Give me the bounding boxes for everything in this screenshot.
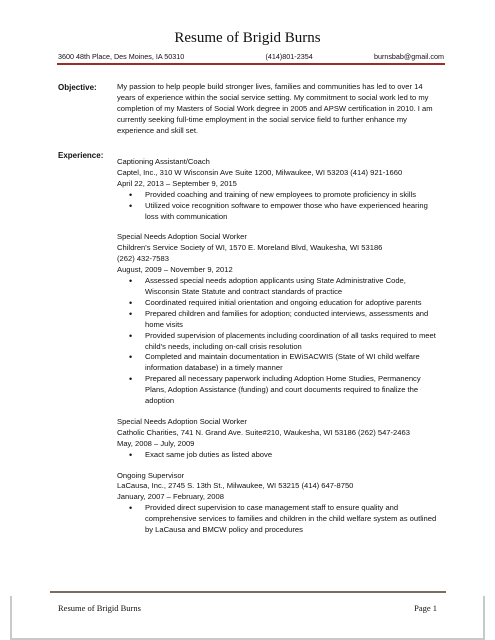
job-title: Special Needs Adoption Social Worker [117,416,247,426]
duty-item: • Prepared children and families for adoption; conducted interviews, assessments and home visits [117,309,442,331]
job-duties [117,276,442,407]
job-entry [117,157,442,222]
duty-item: • Provided coaching and training of new employees to promote proficiency in skills [117,190,442,201]
job-entry [117,232,442,407]
duty-item: • Exact same job duties as listed above [117,450,442,461]
phone: (414)801-2354 [265,52,313,61]
job-duties [117,503,442,536]
job-dates: May, 2008 – July, 2009 [117,438,195,448]
job-dates: January, 2007 – February, 2008 [117,492,224,502]
page-number: Page 1 [414,603,437,613]
job-entry [117,417,442,461]
experience-label: Experience: [58,151,104,160]
job-employer: Catholic Charities, 741 N. Grand Ave. Suite#210, Waukesha, WI 53186 (262) 547-2463 [117,427,410,437]
page-border-left [10,596,12,640]
resume-title: Resume of Brigid Burns [174,30,321,46]
experience-section [117,157,442,546]
duty-item: • Prepared all necessary paperwork including Adoption Home Studies, Permanency Plans, Adoption Assistance (funding) and court documents required to finalize the adoption [117,374,442,407]
duty-item: • Coordinated required initial orientation and ongoing education for adoptive parents [117,298,442,309]
page-border-right [483,596,485,640]
job-phone: (262) 432-7583 [117,254,169,264]
objective-text: My passion to help people build stronger lives, families and communities has led to over 14 years of experience within the social service setting. My commitment to social work led to my completion of my Masters of Social Work degree in 2005 and APSW certification in 2010. I am currently seeking full-time employment in the social service field to further enhance my experience and skill set. [117,82,433,135]
duty-item: • Utilized voice recognition software to empower those who have experienced hearing loss with communication [117,201,442,223]
job-title: Captioning Assistant/Coach [117,157,210,166]
job-employer: Captel, Inc., 310 W Wisconsin Ave Suite 1200, Milwaukee, WI 53203 (414) 921-1660 [117,167,403,177]
footer-left: Resume of Brigid Burns [58,603,141,613]
job-dates: April 22, 2013 – September 9, 2015 [117,178,237,188]
job-employer: Children's Service Society of WI, 1570 E. Moreland Blvd, Waukesha, WI 53186 [117,243,383,253]
job-title: Ongoing Supervisor [117,470,185,480]
duty-item: • Assessed special needs adoption applicants using State Administrative Code, Wisconsin State Statute and contract standards of practice [117,276,442,298]
header-divider [57,63,445,65]
duty-item: • Provided direct supervision to case management staff to ensure quality and comprehensive services to families and children in the child welfare system as outlined by LaCausa and BMCW policy and procedures [117,503,442,536]
job-duties [117,450,442,461]
duty-item: • Completed and maintain documentation in EWiSACWIS (State of WI child welfare information database) in a timely manner [117,352,442,374]
job-entry [117,471,442,536]
address: 3600 48th Place, Des Moines, IA 50310 [58,52,185,61]
job-employer: LaCausa, Inc., 2745 S. 13th St., Milwaukee, WI 53215 (414) 647-8750 [117,481,354,491]
job-title: Special Needs Adoption Social Worker [117,232,247,242]
duty-item: • Provided supervision of placements including coordination of all tasks required to meet child's needs, including on-call crisis resolution [117,331,442,353]
footer-divider [50,591,446,593]
email: burnsbab@gmail.com [373,52,444,61]
job-duties [117,190,442,223]
job-dates: August, 2009 – November 9, 2012 [117,265,233,275]
contact-line [58,52,444,61]
objective-label: Objective: [58,83,97,92]
